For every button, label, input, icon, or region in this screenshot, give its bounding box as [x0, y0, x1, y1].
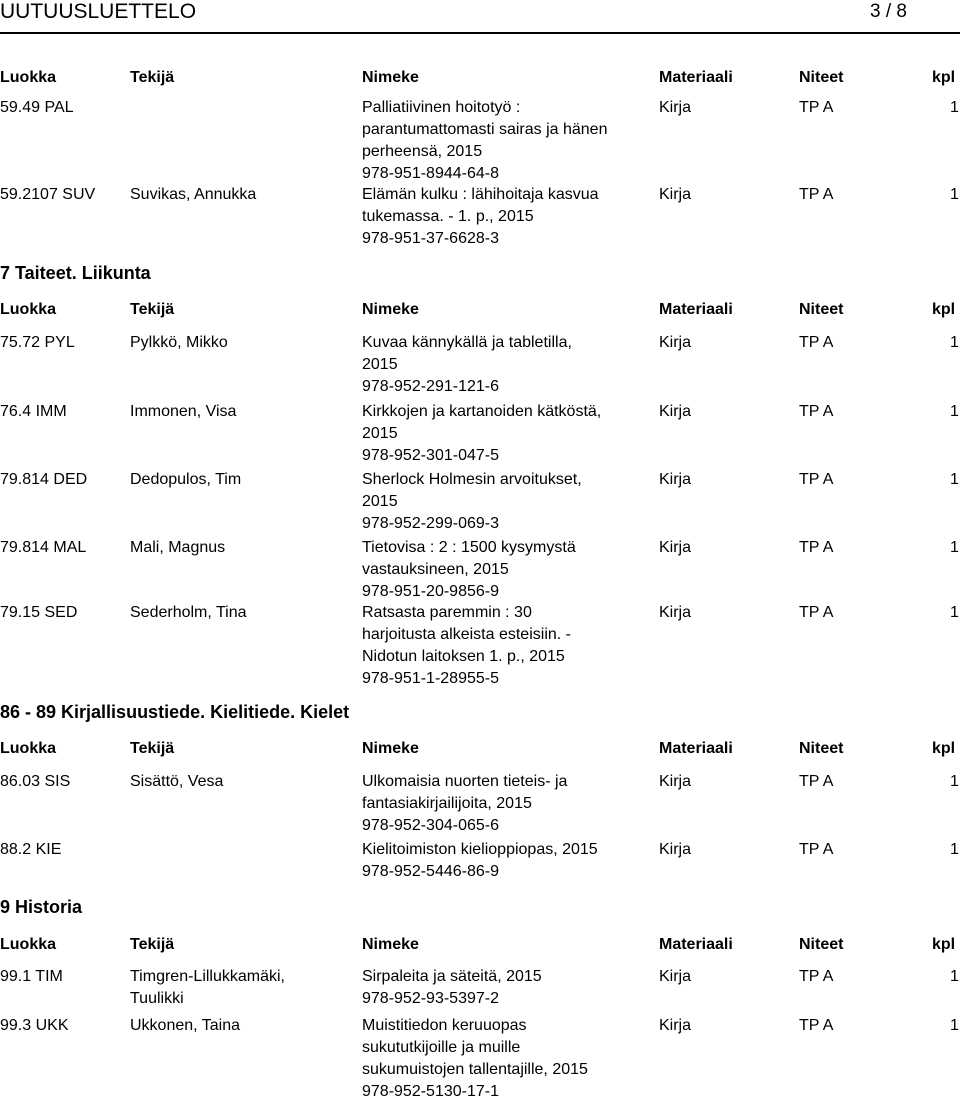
cell-kpl: 1	[950, 471, 959, 488]
cell-materiaali: Kirja	[659, 99, 692, 116]
cell-materiaali: Kirja	[659, 471, 692, 488]
col-header-materiaali: Materiaali	[659, 69, 733, 86]
column-header-row	[0, 738, 960, 760]
cell-tekija-line: Tuulikki	[130, 990, 184, 1007]
cell-niteet: TP A	[799, 773, 834, 790]
cell-nimeke-line: 978-952-291-121-6	[362, 378, 499, 395]
cell-nimeke	[362, 184, 652, 250]
cell-nimeke	[362, 839, 652, 883]
col-header-luokka: Luokka	[0, 936, 57, 953]
col-header-niteet: Niteet	[799, 69, 844, 86]
cell-nimeke-line: Palliatiivinen hoitotyö :	[362, 99, 521, 116]
cell-kpl: 1	[950, 1017, 959, 1034]
cell-tekija-line: Suvikas, Annukka	[130, 186, 257, 203]
cell-kpl: 1	[950, 334, 959, 351]
cell-nimeke	[362, 401, 652, 467]
cell-tekija	[130, 401, 355, 423]
col-header-niteet: Niteet	[799, 740, 844, 757]
cell-tekija	[130, 537, 355, 559]
cell-kpl: 1	[950, 186, 959, 203]
col-header-kpl: kpl	[932, 936, 956, 953]
col-header-nimeke: Nimeke	[362, 69, 419, 86]
cell-nimeke-line: 978-952-5130-17-1	[362, 1083, 499, 1100]
cell-tekija-line: Ukkonen, Taina	[130, 1017, 240, 1034]
cell-nimeke	[362, 1015, 652, 1103]
section-title: 7 Taiteet. Liikunta	[0, 263, 151, 283]
cell-niteet: TP A	[799, 539, 834, 556]
cell-niteet: TP A	[799, 186, 834, 203]
col-header-tekija: Tekijä	[130, 301, 175, 318]
cell-materiaali: Kirja	[659, 604, 692, 621]
cell-nimeke-line: 2015	[362, 493, 398, 510]
cell-nimeke-line: parantumattomasti sairas ja hänen	[362, 121, 608, 138]
cell-nimeke-line: Sirpaleita ja säteitä, 2015	[362, 968, 542, 985]
col-header-tekija: Tekijä	[130, 69, 175, 86]
col-header-tekija: Tekijä	[130, 936, 175, 953]
col-header-kpl: kpl	[932, 69, 956, 86]
cell-tekija-line: Mali, Magnus	[130, 539, 226, 556]
cell-nimeke-line: 978-952-304-065-6	[362, 817, 499, 834]
cell-niteet: TP A	[799, 841, 834, 858]
cell-kpl: 1	[950, 403, 959, 420]
cell-materiaali: Kirja	[659, 968, 692, 985]
col-header-materiaali: Materiaali	[659, 740, 733, 757]
col-header-luokka: Luokka	[0, 740, 57, 757]
cell-nimeke	[362, 332, 652, 398]
cell-nimeke-line: Kuvaa kännykällä ja tabletilla,	[362, 334, 572, 351]
cell-materiaali: Kirja	[659, 403, 692, 420]
cell-nimeke	[362, 537, 652, 603]
cell-materiaali: Kirja	[659, 539, 692, 556]
cell-niteet: TP A	[799, 334, 834, 351]
cell-materiaali: Kirja	[659, 334, 692, 351]
cell-kpl: 1	[950, 99, 959, 116]
col-header-materiaali: Materiaali	[659, 301, 733, 318]
cell-nimeke-line: 978-952-93-5397-2	[362, 990, 499, 1007]
cell-niteet: TP A	[799, 403, 834, 420]
cell-nimeke-line: Muistitiedon keruuopas	[362, 1017, 527, 1034]
section-title: 86 - 89 Kirjallisuustiede. Kielitiede. Kielet	[0, 702, 350, 722]
cell-luokka: 79.814 DED	[0, 471, 88, 488]
cell-nimeke-line: Sherlock Holmesin arvoitukset,	[362, 471, 582, 488]
cell-niteet: TP A	[799, 471, 834, 488]
cell-nimeke-line: 2015	[362, 356, 398, 373]
cell-nimeke-line: Kirkkojen ja kartanoiden kätköstä,	[362, 403, 602, 420]
cell-nimeke-line: fantasiakirjailijoita, 2015	[362, 795, 532, 812]
cell-tekija-line: Timgren-Lillukkamäki,	[130, 968, 285, 985]
cell-nimeke-line: 978-951-20-9856-9	[362, 583, 499, 600]
cell-nimeke-line: Ulkomaisia nuorten tieteis- ja	[362, 773, 568, 790]
column-header-row	[0, 299, 960, 321]
cell-nimeke-line: Tietovisa : 2 : 1500 kysymystä	[362, 539, 576, 556]
col-header-niteet: Niteet	[799, 936, 844, 953]
cell-tekija	[130, 966, 355, 1010]
col-header-kpl: kpl	[932, 740, 956, 757]
col-header-luokka: Luokka	[0, 301, 57, 318]
cell-nimeke	[362, 469, 652, 535]
cell-materiaali: Kirja	[659, 1017, 692, 1034]
cell-kpl: 1	[950, 539, 959, 556]
title-rule	[0, 32, 960, 34]
cell-tekija	[130, 771, 355, 793]
cell-niteet: TP A	[799, 1017, 834, 1034]
cell-nimeke-line: Kielitoimiston kielioppiopas, 2015	[362, 841, 598, 858]
cell-nimeke-line: 978-951-8944-64-8	[362, 165, 499, 182]
col-header-tekija: Tekijä	[130, 740, 175, 757]
col-header-kpl: kpl	[932, 301, 956, 318]
cell-tekija	[130, 184, 355, 206]
page-title: UUTUUSLUETTELO	[0, 0, 197, 23]
cell-luokka: 79.814 MAL	[0, 539, 87, 556]
col-header-materiaali: Materiaali	[659, 936, 733, 953]
cell-nimeke-line: harjoitusta alkeista esteisiin. -	[362, 626, 571, 643]
cell-kpl: 1	[950, 773, 959, 790]
cell-nimeke-line: 978-952-301-047-5	[362, 447, 499, 464]
cell-niteet: TP A	[799, 604, 834, 621]
cell-nimeke-line: Ratsasta paremmin : 30	[362, 604, 532, 621]
cell-niteet: TP A	[799, 968, 834, 985]
cell-tekija	[130, 602, 355, 624]
cell-luokka: 59.49 PAL	[0, 99, 74, 116]
cell-nimeke-line: 978-952-299-069-3	[362, 515, 499, 532]
cell-luokka: 86.03 SIS	[0, 773, 71, 790]
cell-luokka: 99.3 UKK	[0, 1017, 69, 1034]
col-header-nimeke: Nimeke	[362, 936, 419, 953]
cell-tekija-line: Immonen, Visa	[130, 403, 237, 420]
cell-nimeke-line: Elämän kulku : lähihoitaja kasvua	[362, 186, 599, 203]
cell-nimeke-line: 978-951-1-28955-5	[362, 670, 499, 687]
cell-materiaali: Kirja	[659, 186, 692, 203]
cell-tekija-line: Sisättö, Vesa	[130, 773, 224, 790]
cell-luokka: 59.2107 SUV	[0, 186, 96, 203]
column-header-row	[0, 67, 960, 89]
cell-nimeke-line: sukututkijoille ja muille	[362, 1039, 521, 1056]
cell-nimeke-line: Nidotun laitoksen 1. p., 2015	[362, 648, 565, 665]
cell-materiaali: Kirja	[659, 841, 692, 858]
cell-materiaali: Kirja	[659, 773, 692, 790]
cell-luokka: 79.15 SED	[0, 604, 78, 621]
cell-luokka: 76.4 IMM	[0, 403, 67, 420]
col-header-nimeke: Nimeke	[362, 301, 419, 318]
column-header-row	[0, 934, 960, 956]
cell-nimeke-line: 978-951-37-6628-3	[362, 230, 499, 247]
cell-nimeke-line: tukemassa. - 1. p., 2015	[362, 208, 534, 225]
cell-tekija-line: Pylkkö, Mikko	[130, 334, 228, 351]
col-header-nimeke: Nimeke	[362, 740, 419, 757]
cell-kpl: 1	[950, 968, 959, 985]
col-header-niteet: Niteet	[799, 301, 844, 318]
cell-nimeke	[362, 771, 652, 837]
section-title: 9 Historia	[0, 897, 83, 917]
cell-nimeke-line: sukumuistojen tallentajille, 2015	[362, 1061, 588, 1078]
col-header-luokka: Luokka	[0, 69, 57, 86]
cell-tekija	[130, 469, 355, 491]
cell-niteet: TP A	[799, 99, 834, 116]
cell-tekija	[130, 332, 355, 354]
cell-nimeke	[362, 602, 652, 690]
cell-luokka: 75.72 PYL	[0, 334, 75, 351]
cell-tekija-line: Dedopulos, Tim	[130, 471, 242, 488]
cell-luokka: 99.1 TIM	[0, 968, 63, 985]
cell-nimeke-line: vastauksineen, 2015	[362, 561, 509, 578]
cell-nimeke-line: perheensä, 2015	[362, 143, 483, 160]
cell-nimeke-line: 978-952-5446-86-9	[362, 863, 499, 880]
cell-nimeke-line: 2015	[362, 425, 398, 442]
cell-kpl: 1	[950, 841, 959, 858]
cell-tekija	[130, 1015, 355, 1037]
cell-nimeke	[362, 966, 652, 1010]
page-number: 3 / 8	[870, 1, 907, 22]
cell-kpl: 1	[950, 604, 959, 621]
cell-tekija-line: Sederholm, Tina	[130, 604, 247, 621]
cell-nimeke	[362, 97, 652, 185]
cell-luokka: 88.2 KIE	[0, 841, 62, 858]
